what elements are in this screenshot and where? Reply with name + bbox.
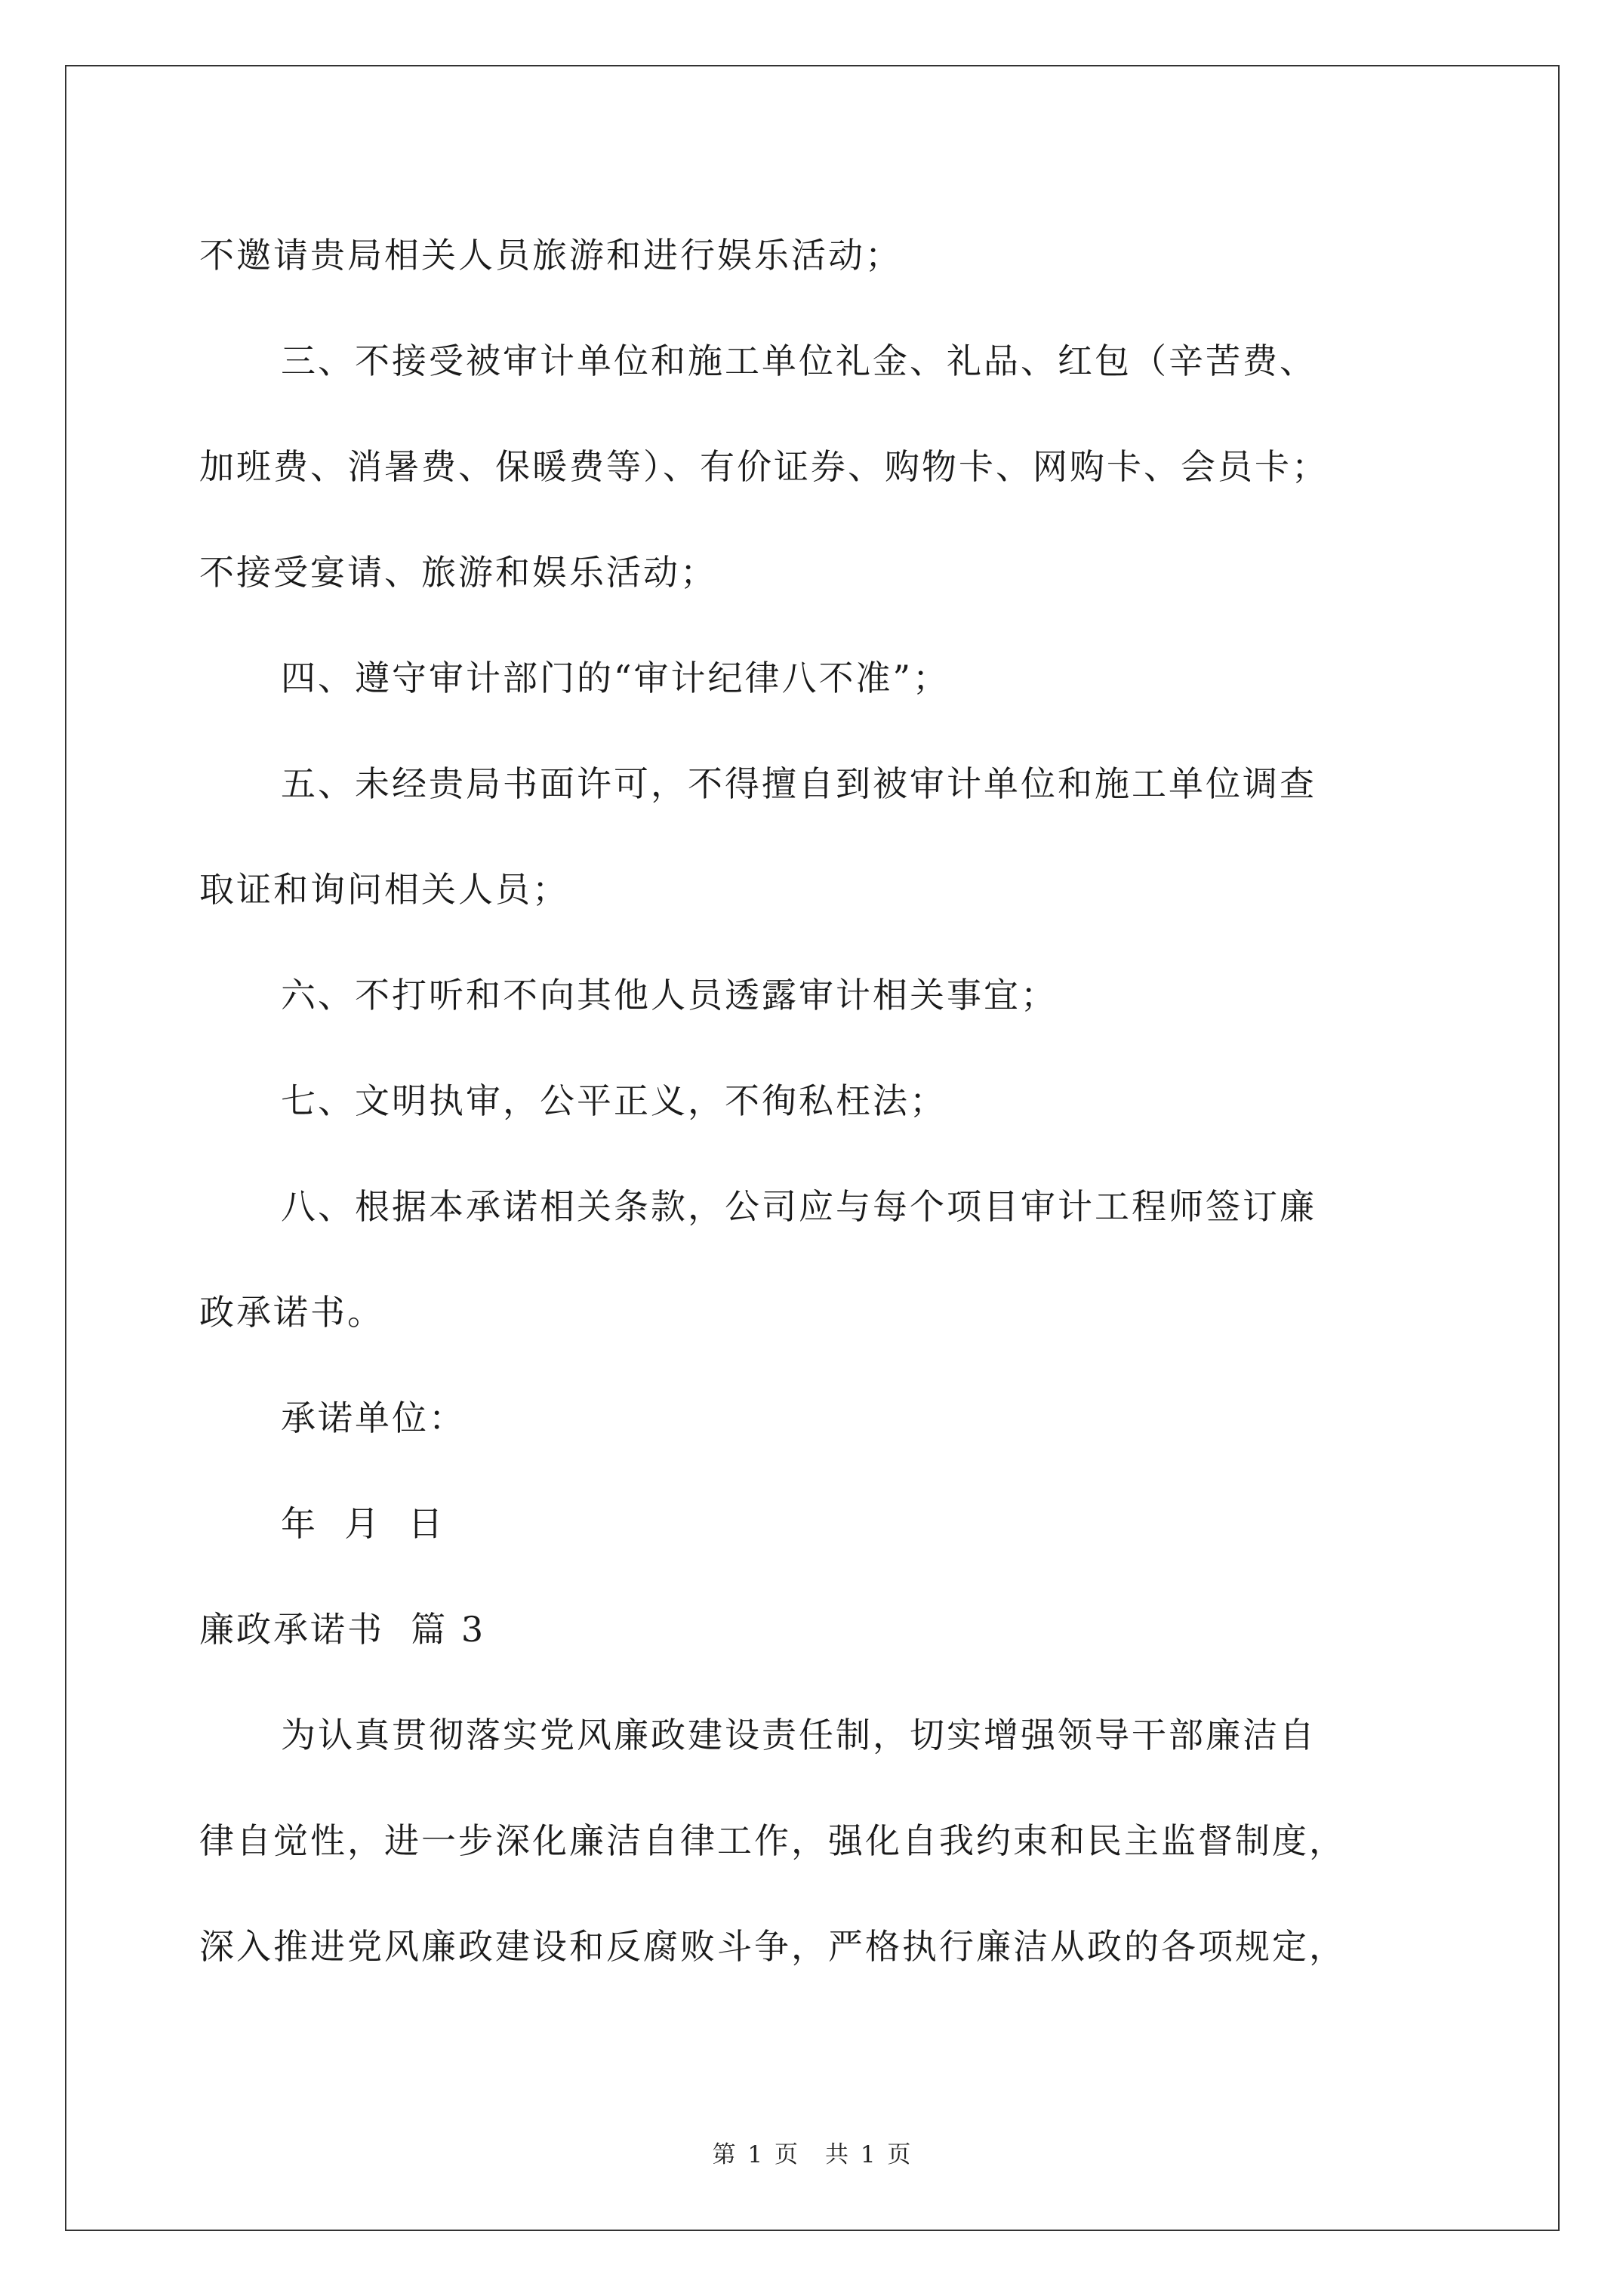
signatory-label: 承诺单位： [281, 1398, 466, 1438]
text-line-10: 八、根据本承诺相关条款，公司应与每个项目审计工程师签订廉 [281, 1186, 1317, 1227]
text-line-11: 政承诺书。 [199, 1292, 384, 1333]
page-total: 共 1 页 [825, 2141, 911, 2168]
text-line-4: 不接受宴请、旅游和娱乐活动； [199, 552, 717, 593]
text-line-6: 五、未经贵局书面许可，不得擅自到被审计单位和施工单位调查 [281, 763, 1317, 804]
text-line-17: 深入推进党风廉政建设和反腐败斗争，严格执行廉洁从政的各项规定， [199, 1926, 1346, 1967]
text-line-3: 加班费、消暑费、保暖费等）、有价证券、购物卡、网购卡、会员卡； [199, 446, 1329, 487]
page-frame [65, 65, 1560, 2231]
page-number: 第 1 页 [712, 2141, 798, 2168]
text-line-8: 六、不打听和不向其他人员透露审计相关事宜； [281, 975, 1058, 1015]
text-line-16: 律自觉性，进一步深化廉洁自律工作，强化自我约束和民主监督制度， [199, 1820, 1346, 1861]
date-placeholder: 年 月 日 [281, 1503, 445, 1544]
text-line-1: 不邀请贵局相关人员旅游和进行娱乐活动； [199, 235, 902, 276]
text-line-5: 四、遵守审计部门的“审计纪律八不准”； [281, 658, 950, 698]
page-footer [0, 2140, 1623, 2170]
text-line-7: 取证和询问相关人员； [199, 869, 569, 910]
text-line-2: 三、不接受被审计单位和施工单位礼金、礼品、红包（辛苦费、 [281, 341, 1317, 381]
section-heading: 廉政承诺书 篇 3 [199, 1609, 486, 1650]
text-line-15: 为认真贯彻落实党风廉政建设责任制，切实增强领导干部廉洁自 [281, 1715, 1317, 1755]
text-line-9: 七、文明执审，公平正义，不徇私枉法； [281, 1080, 947, 1121]
